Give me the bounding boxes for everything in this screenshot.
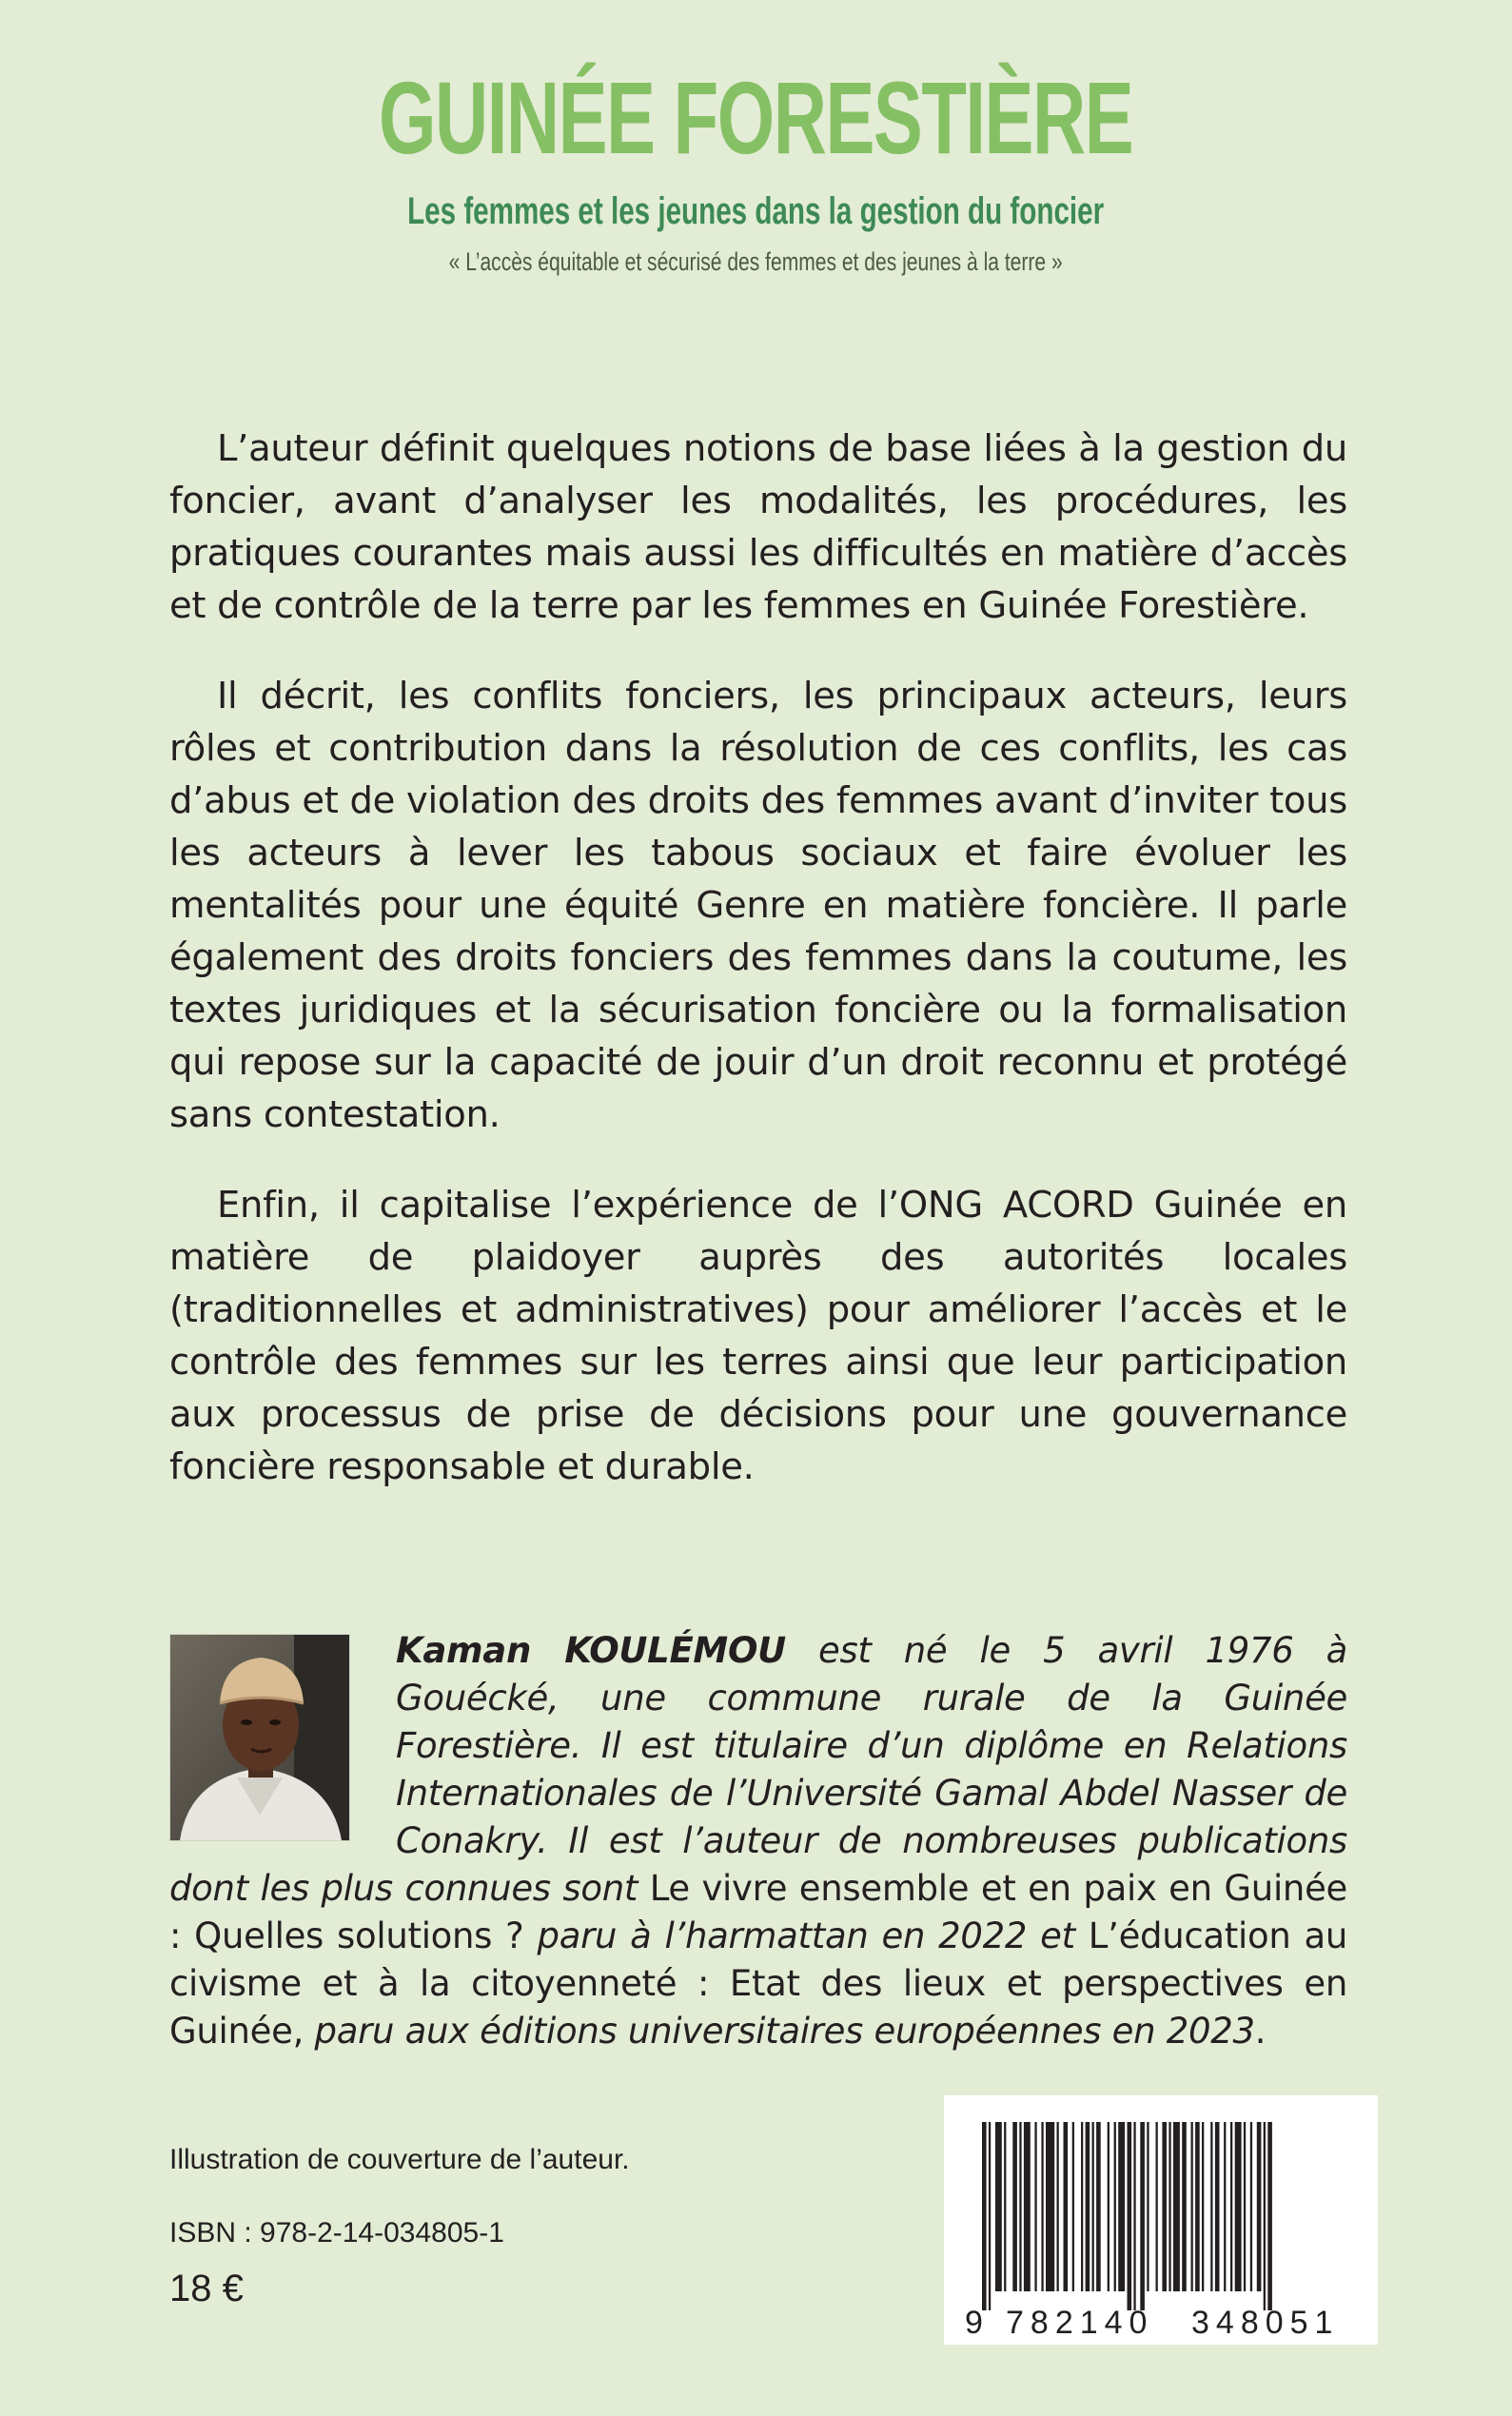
author-bio-text-2: paru à l’harmattan en 2022 et bbox=[523, 1915, 1089, 1956]
barcode-bar bbox=[1162, 2122, 1167, 2291]
summary bbox=[169, 422, 1347, 1531]
barcode-digit-prefix: 9 bbox=[965, 2305, 983, 2341]
barcode-bar bbox=[1173, 2122, 1180, 2291]
barcode-bar bbox=[1046, 2122, 1054, 2291]
barcode-bar bbox=[1210, 2122, 1212, 2291]
barcode bbox=[944, 2095, 1378, 2345]
barcode-bar bbox=[1024, 2122, 1031, 2291]
barcode-bar bbox=[1128, 2122, 1132, 2310]
barcode-bar bbox=[1133, 2122, 1135, 2310]
author-bio-text-3: paru aux éditions universitaires européennes en 2023 bbox=[304, 2011, 1255, 2052]
barcode-graphic bbox=[944, 2095, 1378, 2345]
barcode-bar bbox=[1114, 2122, 1116, 2291]
barcode-bar bbox=[989, 2122, 991, 2310]
barcode-bar bbox=[1244, 2122, 1246, 2291]
cover-credit: Illustration de couverture de l’auteur. bbox=[169, 2144, 630, 2175]
barcode-bar bbox=[1092, 2122, 1094, 2291]
barcode-bar bbox=[1057, 2122, 1059, 2291]
barcode-bar bbox=[1235, 2122, 1242, 2291]
barcode-bar bbox=[1191, 2122, 1193, 2291]
author-book-2: L’éducation au civisme et à la citoyenneté : Etat des lieux et perspectives en Guinée, bbox=[169, 1915, 1348, 2052]
barcode-bar bbox=[1224, 2122, 1226, 2291]
barcode-bar bbox=[1108, 2122, 1109, 2291]
barcode-bar bbox=[995, 2122, 1002, 2291]
summary-paragraph-2: Il décrit, les conflits fonciers, les principaux acteurs, leurs rôles et contribution dans la résolution de ces conflits, les cas d’abus et de violation des droits des femmes avant d’inviter tous les acteurs à lever les tabous sociaux et faire évoluer les mentalités pour une équité Genre en matière foncière. Il parle également des droits fonciers des femmes dans la coutume, les textes juridiques et la sécurisation foncière ou la formalisation qui repose sur la capacité de jouir d’un droit reconnu et protégé sans contestation. bbox=[169, 675, 1347, 1136]
book-subtitle: Les femmes et les jeunes dans la gestion du foncier bbox=[407, 190, 1105, 232]
barcode-bar bbox=[1168, 2122, 1170, 2291]
barcode-bar bbox=[1267, 2122, 1272, 2310]
price: 18 € bbox=[169, 2268, 244, 2309]
author-name: Kaman KOULÉMOU bbox=[396, 1630, 786, 1671]
barcode-bar bbox=[1264, 2122, 1266, 2310]
barcode-bar bbox=[1147, 2122, 1149, 2291]
isbn: ISBN : 978-2-14-034805-1 bbox=[169, 2217, 504, 2249]
barcode-bar bbox=[1034, 2122, 1036, 2291]
barcode-bar bbox=[1250, 2122, 1252, 2291]
barcode-bar bbox=[1182, 2122, 1187, 2291]
book-title: GUINÉE FORESTIÈRE bbox=[379, 60, 1133, 175]
author-bio-end: . bbox=[1254, 2011, 1267, 2052]
barcode-bar bbox=[1230, 2122, 1232, 2291]
book-tagline: « L’accès équitable et sécurisé des femmes et des jeunes à la terre » bbox=[448, 247, 1063, 276]
barcode-bar bbox=[1086, 2122, 1090, 2291]
barcode-bar bbox=[1096, 2122, 1101, 2291]
barcode-bar bbox=[1257, 2122, 1262, 2291]
barcode-bar bbox=[1019, 2122, 1021, 2291]
author-bio bbox=[169, 1627, 1347, 2055]
barcode-bar bbox=[1064, 2122, 1069, 2291]
barcode-bar bbox=[1081, 2122, 1083, 2291]
barcode-bar bbox=[1156, 2122, 1158, 2291]
author-photo bbox=[169, 1634, 350, 1841]
barcode-bar bbox=[1195, 2122, 1200, 2291]
author-book-1: Le vivre ensemble et en paix en Guinée : Quelles solutions ? bbox=[169, 1868, 1347, 1956]
barcode-bar bbox=[1140, 2122, 1145, 2310]
barcode-bar bbox=[1072, 2122, 1074, 2291]
barcode-bar bbox=[982, 2122, 987, 2310]
author-bio-text-1: est né le 5 avril 1976 à Gouécké, une commune rurale de la Guinée Forestière. Il est titulaire d’un diplôme en Relations Internationales de l’Université Gamal Abdel Nasser de Conakry. Il est l’auteur de nombreuses publications dont les plus connues sont bbox=[169, 1630, 1347, 1909]
barcode-digits-left: 782140 bbox=[1006, 2305, 1154, 2341]
barcode-bar bbox=[1118, 2122, 1125, 2291]
summary-paragraph-3: Enfin, il capitalise l’expérience de l’ONG ACORD Guinée en matière de plaidoyer auprès des autorités locales (traditionnelles et administratives) pour améliorer l’accès et le contrôle des femmes sur les terres ainsi que leur participation aux processus de prise de décisions pour une gouvernance foncière responsable et durable. bbox=[169, 1184, 1347, 1488]
barcode-bar bbox=[1041, 2122, 1043, 2291]
barcode-bar bbox=[1215, 2122, 1220, 2291]
summary-paragraph-1: L’auteur définit quelques notions de base liées à la gestion du foncier, avant d’analyser les modalités, les procédures, les pratiques courantes mais aussi les difficultés en matière d’accès et de contrôle de la terre par les femmes en Guinée Forestière. bbox=[169, 427, 1347, 627]
barcode-digits-right: 348051 bbox=[1191, 2305, 1340, 2341]
barcode-bar bbox=[1202, 2122, 1204, 2291]
barcode-bar bbox=[1012, 2122, 1017, 2291]
barcode-bar bbox=[1004, 2122, 1006, 2291]
